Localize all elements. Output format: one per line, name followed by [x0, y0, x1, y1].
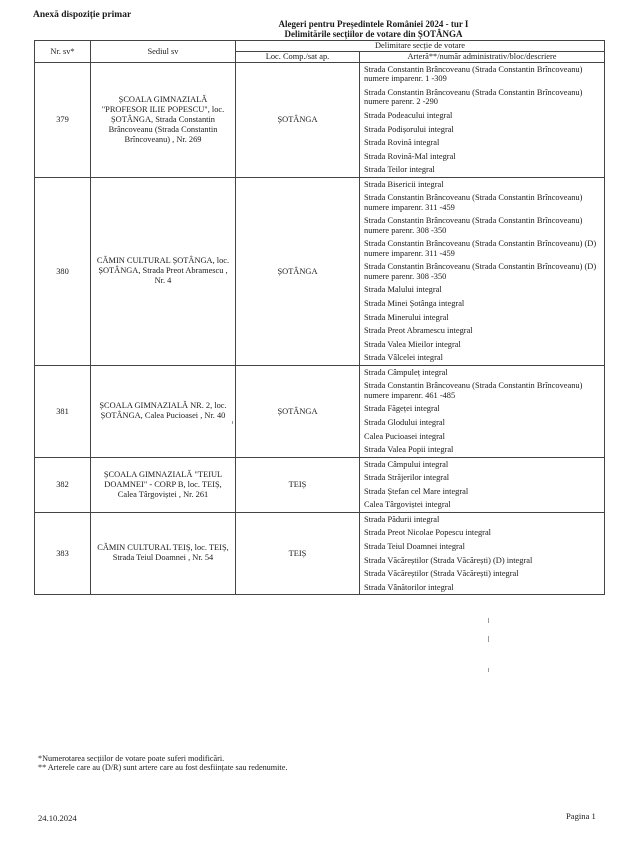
street-entry: Strada Glodului integral: [364, 417, 445, 427]
section-locality: TEIȘ: [236, 512, 360, 594]
street-entry: Strada Vâlcelei integral: [364, 353, 443, 363]
footnote-numbering: *Numerotarea secțiilor de votare poate suferi modificări.: [38, 754, 225, 763]
sections-table: [34, 40, 605, 595]
section-headquarters: CĂMIN CULTURAL ȘOTÂNGA, loc. ȘOTÂNGA, Strada Preot Abramescu , Nr. 4: [91, 177, 236, 365]
street-entry: Strada Valea Mieilor integral: [364, 339, 461, 349]
street-entry: Strada Minei Șotânga integral: [364, 298, 465, 308]
scan-mark: [488, 668, 489, 672]
section-headquarters: ȘCOALA GIMNAZIALĂ NR. 2, loc. ȘOTÂNGA, Calea Pucioasei , Nr. 40: [91, 365, 236, 457]
street-entry: Strada Ștefan cel Mare integral: [364, 486, 469, 496]
street-entry: Strada Valea Popii integral: [364, 445, 454, 455]
street-entry: Strada Străjerilor integral: [364, 473, 450, 483]
street-entry: Strada Câmpului integral: [364, 459, 449, 469]
street-entry: Strada Văcăreștilor (Strada Văcărești) (D) integral: [364, 555, 533, 565]
section-locality: TEIȘ: [236, 457, 360, 512]
header-delimitare: Delimitare secție de votare: [236, 41, 605, 52]
scan-mark: [232, 421, 233, 424]
section-locality: ȘOTÂNGA: [236, 365, 360, 457]
section-locality: ȘOTÂNGA: [236, 177, 360, 365]
street-entry: Strada Constantin Brâncoveanu (Strada Constantin Brîncoveanu) numere imparenr. 311 -459: [364, 193, 583, 212]
section-headquarters: ȘCOALA GIMNAZIALĂ "TEIUL DOAMNEI" - CORP B, loc. TEIȘ, Calea Târgoviștei , Nr. 261: [91, 457, 236, 512]
street-entry: Strada Malului integral: [364, 285, 442, 295]
street-entry: Strada Preot Nicolae Popescu integral: [364, 528, 491, 538]
street-entry: Strada Preot Abramescu integral: [364, 326, 473, 336]
section-streets: [360, 63, 605, 178]
header-sediu-sv: Sediul sv: [91, 41, 236, 63]
header-artera: Arteră**/număr administrativ/bloc/descriere: [360, 52, 605, 63]
street-entry: Strada Teiul Doamnei integral: [364, 541, 465, 551]
street-entry: Strada Constantin Brâncoveanu (Strada Constantin Brîncoveanu) (D) numere imparenr. 311 -459: [364, 239, 597, 258]
street-entry: Strada Rovină integral: [364, 138, 440, 148]
header-nr-sv: Nr. sv*: [35, 41, 91, 63]
street-entry: Strada Podișorului integral: [364, 124, 454, 134]
section-headquarters: CĂMIN CULTURAL TEIȘ, loc. TEIȘ, Strada Teiul Doamnei , Nr. 54: [91, 512, 236, 594]
section-number: 382: [35, 457, 91, 512]
section-number: 381: [35, 365, 91, 457]
scan-mark: [488, 636, 489, 642]
street-entry: Strada Constantin Brâncoveanu (Strada Constantin Brîncoveanu) numere parenr. 308 -350: [364, 216, 583, 235]
street-entry: Strada Rovină-Mal integral: [364, 151, 456, 161]
street-entry: Strada Câmpuleț integral: [364, 367, 448, 377]
table-row: [35, 63, 605, 178]
section-streets: [360, 457, 605, 512]
street-entry: Strada Văcăreștilor (Strada Văcărești) integral: [364, 569, 519, 579]
street-entry: Strada Vânătorilor integral: [364, 582, 454, 592]
page-number: Pagina 1: [566, 811, 596, 821]
table-row: [35, 512, 605, 594]
street-entry: Strada Constantin Brâncoveanu (Strada Constantin Brîncoveanu) numere imparenr. 1 -309: [364, 65, 583, 84]
table-row: [35, 177, 605, 365]
street-entry: Strada Bisericii integral: [364, 179, 444, 189]
section-locality: ȘOTÂNGA: [236, 63, 360, 178]
street-entry: Strada Constantin Brâncoveanu (Strada Constantin Brîncoveanu) numere imparenr. 461 -485: [364, 381, 583, 400]
section-number: 379: [35, 63, 91, 178]
document-title: Alegeri pentru Președintele României 2024 - tur I: [278, 19, 469, 29]
section-headquarters: ȘCOALA GIMNAZIALĂ "PROFESOR ILIE POPESCU", loc. ȘOTÂNGA, Strada Constantin Brâncoveanu (Strada Constantin Brîncoveanu) , Nr. 269: [91, 63, 236, 178]
section-streets: [360, 177, 605, 365]
document-date: 24.10.2024: [38, 813, 77, 823]
annex-title: Anexă dispoziție primar: [33, 10, 132, 20]
street-entry: Strada Constantin Brâncoveanu (Strada Constantin Brîncoveanu) numere parenr. 2 -290: [364, 88, 583, 107]
street-entry: Strada Pădurii integral: [364, 514, 440, 524]
table-row: [35, 457, 605, 512]
section-number: 380: [35, 177, 91, 365]
street-entry: Strada Făgeței integral: [364, 404, 440, 414]
document-subtitle: Delimitările secțiilor de votare din ȘOTÂNGA: [284, 29, 463, 39]
section-number: 383: [35, 512, 91, 594]
section-streets: [360, 365, 605, 457]
scan-mark: [488, 618, 489, 623]
footnote-arteries: ** Arterele care au (D/R) sunt artere care au fost desființate sau redenumite.: [38, 763, 288, 772]
street-entry: Strada Teilor integral: [364, 165, 435, 175]
street-entry: Strada Constantin Brâncoveanu (Strada Constantin Brîncoveanu) (D) numere parenr. 308 -350: [364, 262, 597, 281]
street-entry: Strada Podeacului integral: [364, 111, 453, 120]
section-streets: [360, 512, 605, 594]
street-entry: Calea Târgoviștei integral: [364, 500, 451, 510]
street-entry: Calea Pucioasei integral: [364, 431, 445, 441]
street-entry: Strada Minerului integral: [364, 312, 449, 322]
header-localitate: Loc. Comp./sat ap.: [236, 52, 360, 63]
table-row: [35, 365, 605, 457]
